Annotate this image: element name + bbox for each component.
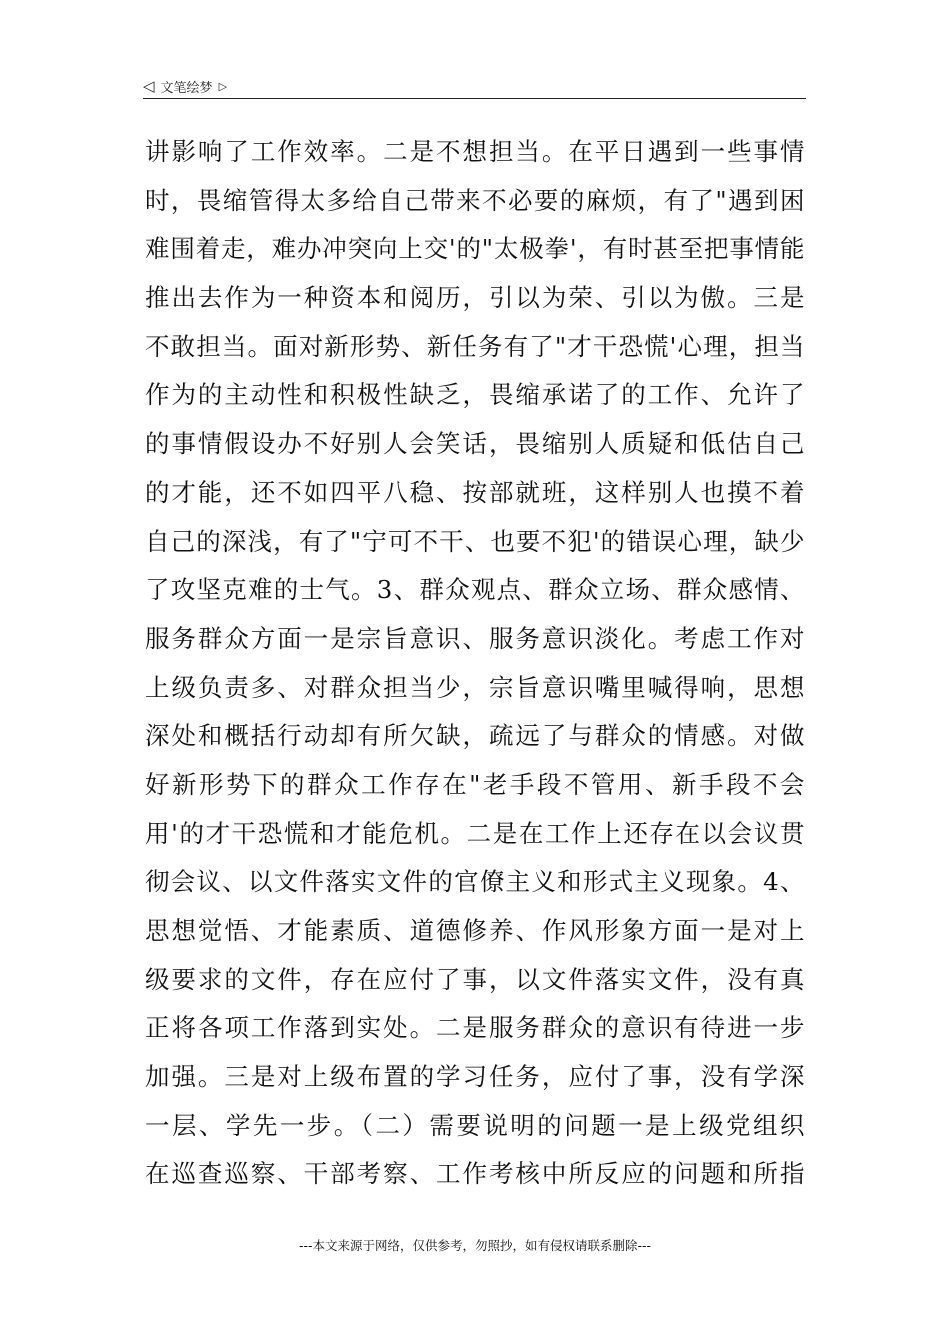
- footer-disclaimer: ---本文来源于网络，仅供参考，勿照抄，如有侵权请联系删除---: [298, 1238, 652, 1253]
- text-line: 不敢担当。面对新形势、新任务有了"才干恐慌'心理，担当: [145, 331, 805, 361]
- text-line: 上级负责多、对群众担当少，宗旨意识嘴里喊得响，思想: [145, 672, 805, 702]
- text-line: 好新形势下的群众工作存在"老手段不管用、新手段不会: [145, 769, 805, 799]
- text-line: 讲影响了工作效率。二是不想担当。在平日遇到一些事情: [145, 137, 805, 166]
- text-line: 的事情假设办不好别人会笑话，畏缩别人质疑和低估自己: [145, 429, 805, 459]
- text-line: 了攻坚克难的士气。3、群众观点、群众立场、群众感情、: [145, 575, 805, 605]
- text-line: 级要求的文件，存在应付了事，以文件落实文件，没有真: [145, 964, 805, 994]
- text-line: 难围着走，难办冲突向上交'的"太极拳'，有时甚至把事情能: [145, 234, 805, 264]
- triangle-right-icon: ▷: [218, 79, 228, 93]
- document-body: [145, 128, 805, 1199]
- triangle-left-icon: ◁: [143, 76, 155, 95]
- text-line: 用'的才干恐慌和才能危机。二是在工作上还存在以会议贯: [145, 818, 805, 848]
- header-title: 文笔绘梦: [160, 80, 213, 96]
- text-line: 的才能，还不如四平八稳、按部就班，这样别人也摸不着: [145, 477, 805, 507]
- text-line: 作为的主动性和积极性缺乏，畏缩承诺了的工作、允许了: [145, 380, 805, 410]
- text-line: 时，畏缩管得太多给自己带来不必要的麻烦，有了"遇到困: [145, 185, 805, 215]
- text-line: 推出去作为一种资本和阅历，引以为荣、引以为傲。三是: [145, 283, 805, 313]
- text-line: 自己的深浅，有了"宁可不干、也要不犯'的错误心理，缺少: [145, 526, 805, 556]
- text-line: 服务群众方面一是宗旨意识、服务意识淡化。考虑工作对: [145, 623, 805, 653]
- text-line: 在巡查巡察、干部考察、工作考核中所反应的问题和所指: [145, 1159, 805, 1189]
- text-line: 思想觉悟、才能素质、道德修养、作风形象方面一是对上: [145, 916, 805, 945]
- text-line: 加强。三是对上级布置的学习任务，应付了事，没有学深: [145, 1062, 805, 1092]
- text-line: 正将各项工作落到实处。二是服务群众的意识有待进一步: [145, 1013, 805, 1043]
- text-line: 深处和概括行动却有所欠缺，疏远了与群众的情感。对做: [145, 721, 805, 751]
- page-header: [143, 74, 806, 99]
- text-line: 一层、学先一步。（二）需要说明的问题一是上级党组织: [145, 1110, 805, 1140]
- text-line: 彻会议、以文件落实文件的官僚主义和形式主义现象。4、: [145, 867, 805, 897]
